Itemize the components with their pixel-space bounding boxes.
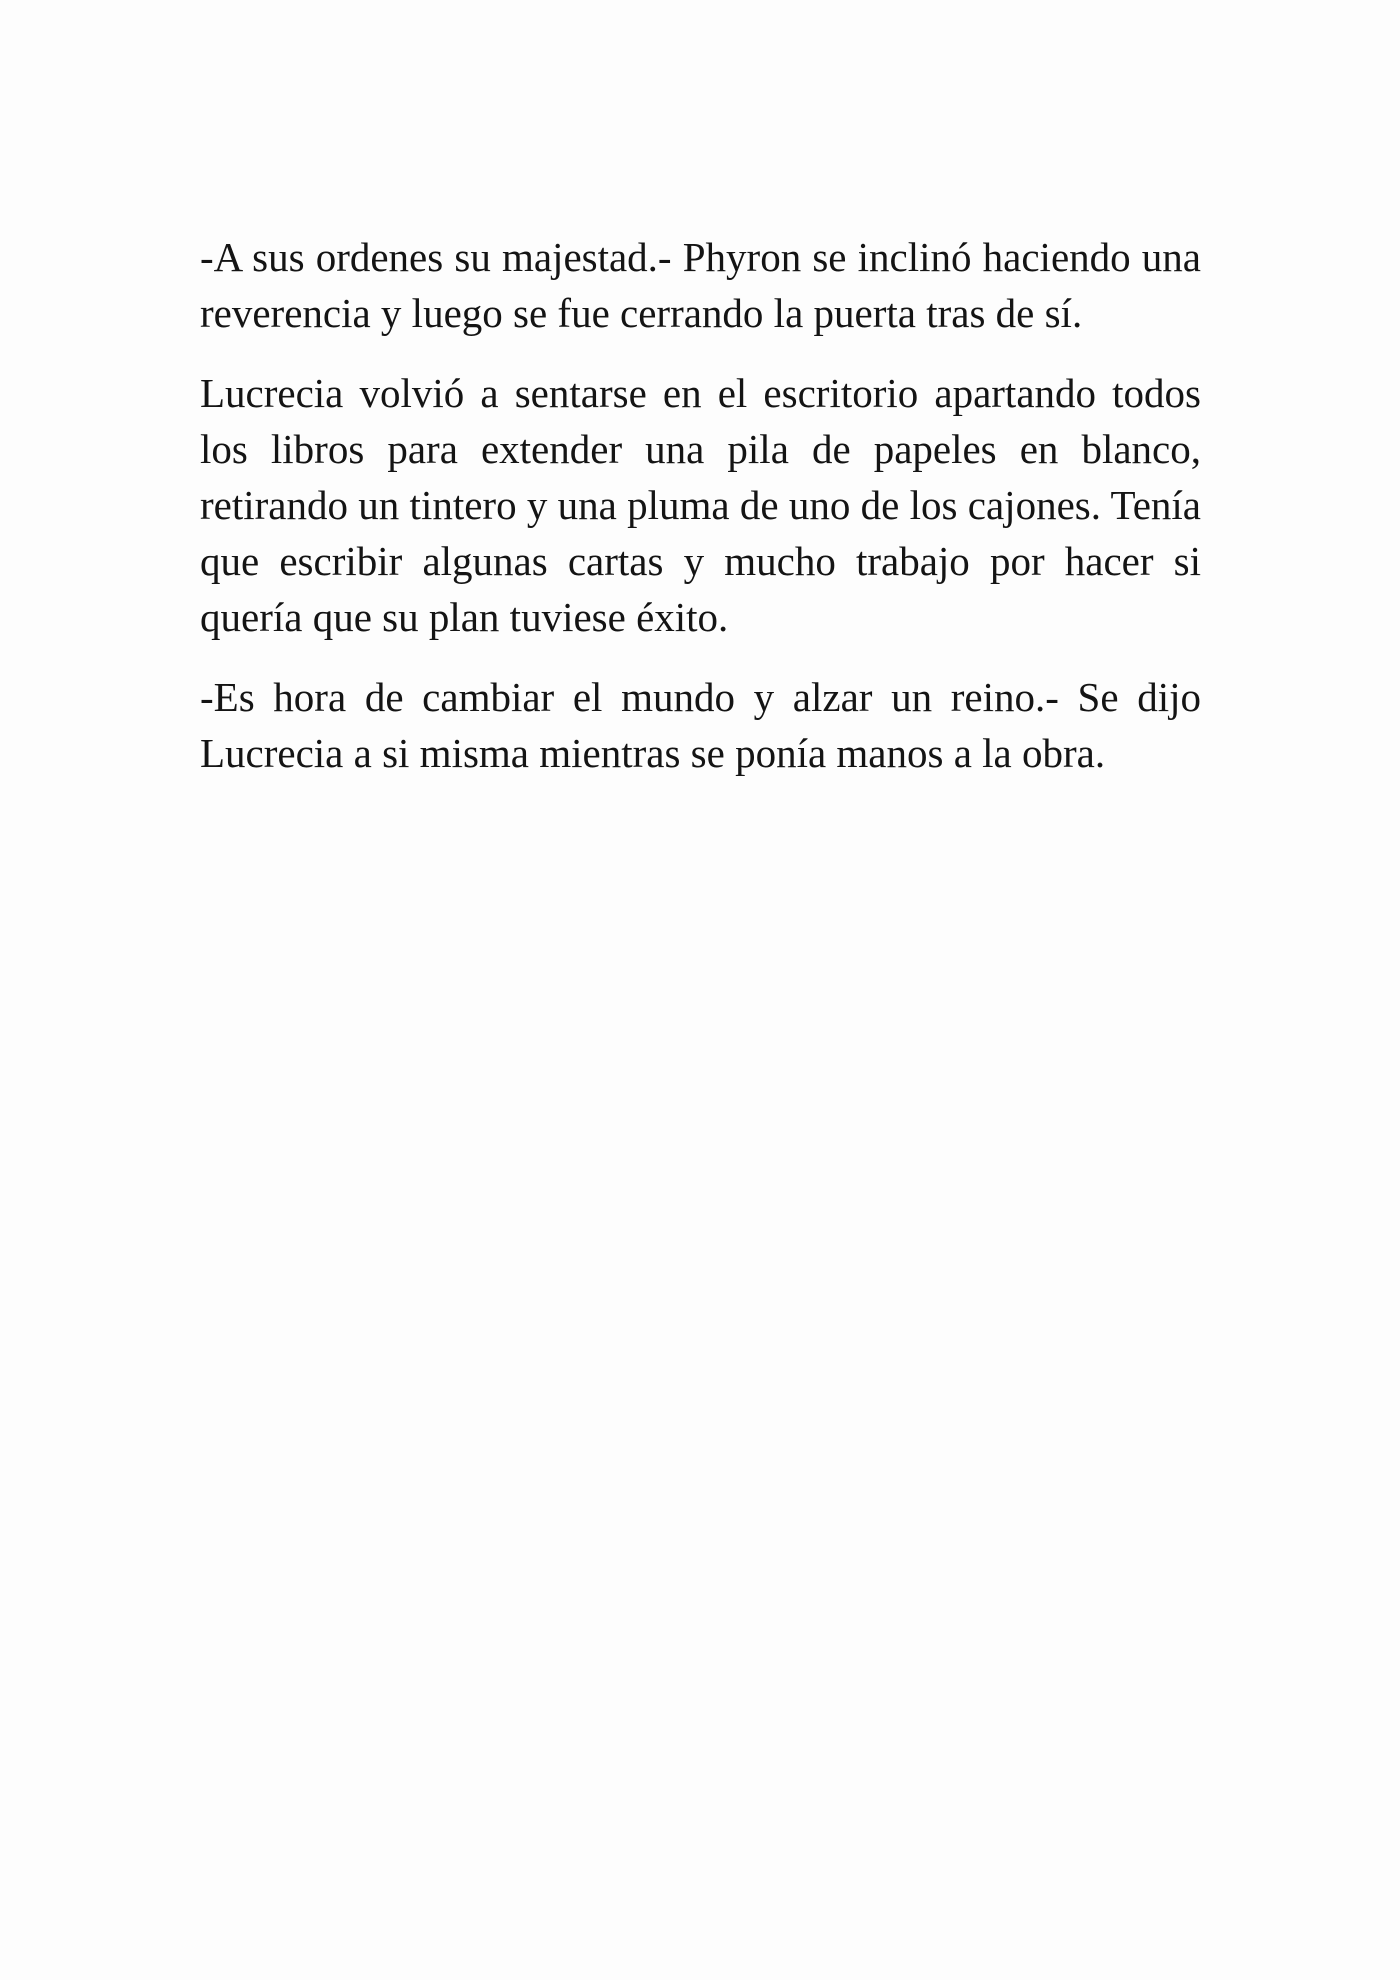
paragraph: -Es hora de cambiar el mundo y alzar un reino.- Se dijo Lucrecia a si misma mientras se ponía manos a la obra.	[200, 674, 1201, 776]
paragraph: Lucrecia volvió a sentarse en el escritorio apartando todos los libros para extender una pila de papeles en blanco, retirando un tintero y una pluma de uno de los cajones. Tenía que escribir algunas cartas y mucho trabajo por hacer si quería que su plan tuviese éxito.	[200, 370, 1201, 640]
page-body	[200, 229, 1201, 805]
paragraph: -A sus ordenes su majestad.- Phyron se inclinó haciendo una reverencia y luego se fue cerrando la puerta tras de sí.	[200, 234, 1201, 336]
